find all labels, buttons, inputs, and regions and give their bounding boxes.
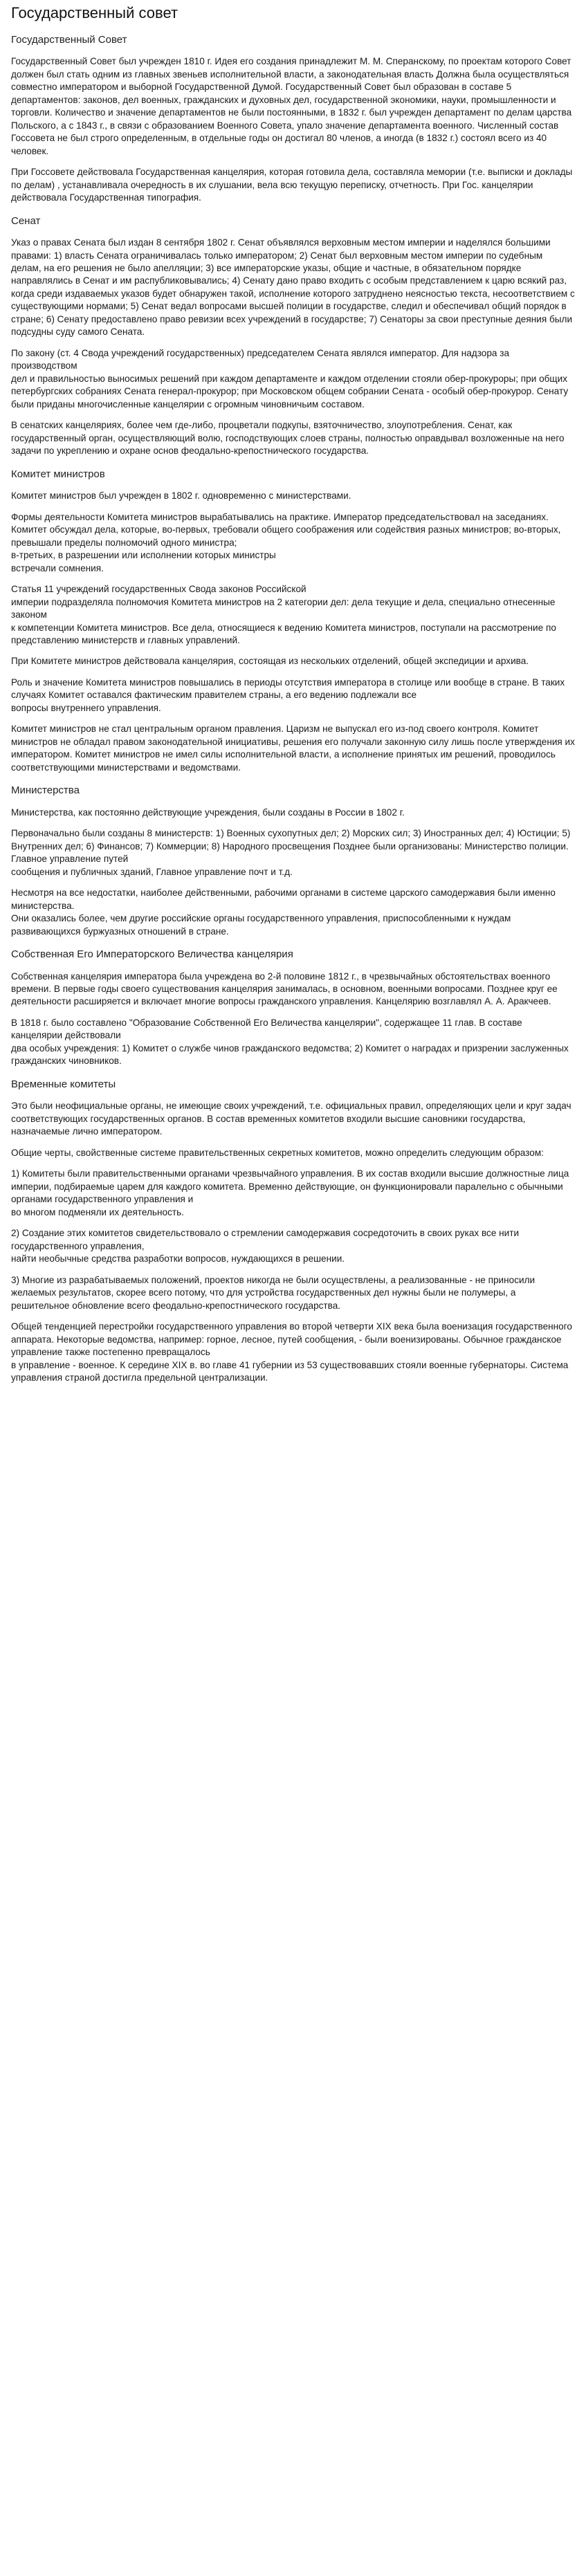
paragraph: Министерства, как постоянно действующие учреждения, были созданы в России в 1802 г. bbox=[11, 807, 405, 818]
paragraph: Формы деятельности Комитета министров вырабатывались на практике. Император председательствовал на заседаниях. Комитет обсуждал дела, которые, во-первых, требовали общего соображения или содействия разных министров; во-вторых, превышали пределы полномочий одного министра; в-третьих, в разрешении или исполнении которых министры встречали сомнения. bbox=[11, 511, 561, 573]
paragraph: Роль и значение Комитета министров повышались в периоды отсутствия императора в столице или вообще в стране. В таких случаях Комитет оставался фактическим правителем страны, а его ведению подлежали все вопросы внутреннего управления. bbox=[11, 677, 565, 713]
paragraph: По закону (ст. 4 Свода учреждений государственных) председателем Сената являлся император. Для надзора за производством дел и правильностью выносимых решений при каждом департаменте и каждом отделении стояли обер-прокуроры; при общих петербургских собраниях Сената генерал-прокурор; при Московском общем собрании Сената - особый обер-прокурор. Сенату были приданы многочисленные канцелярии с огромным чиновничьим составом. bbox=[11, 347, 569, 410]
paragraph: Собственная канцелярия императора была учреждена во 2-й половине 1812 г., в чрезвычайных обстоятельствах военного времени. В первые годы своего существования канцелярия занималась, в основном, военными вопросами. Позднее круг ее деятельности расширяется и включает многие вопросы гражданского управления. Канцелярию возглавлял А. А. Аракчеев. bbox=[11, 970, 558, 1007]
page-title: Государственный совет bbox=[11, 4, 178, 21]
paragraph: Комитет министров был учрежден в 1802 г. одновременно с министерствами. bbox=[11, 490, 351, 502]
section-heading-imperial-chancellery: Собственная Его Императорского Величества канцелярия bbox=[11, 948, 293, 961]
section-heading-senate: Сенат bbox=[11, 214, 41, 227]
paragraph: Это были неофициальные органы, не имеющие своих учреждений, т.е. официальных правил, определяющих цели и круг задач соответствующих государственных органов. В состав временных комитетов входили высшие сановники государства, назначаемые лично императором. bbox=[11, 1101, 571, 1137]
paragraph: Первоначально были созданы 8 министерств: 1) Военных сухопутных дел; 2) Морских сил; 3) Иностранных дел; 4) Юстиции; 5) Внутренних дел; 6) Финансов; 7) Коммерции; 8) Народного просвещения Позднее были организованы: Министерство полиции. Главное управление путей сообщения и публичных зданий, Главное управление почт и т.д. bbox=[11, 828, 571, 877]
list-item: 3) Многие из разрабатываемых положений, проектов никогда не были осуществлены, а реализованные - не приносили желаемых результатов, скорее всего потому, что для устройства государственных дел нужны были не полумеры, а решительное обновление всего феодально-крепостнического государства. bbox=[11, 1274, 535, 1311]
list-item: 1) Комитеты были правительственными органами чрезвычайного управления. В их состав входили высшие должностные лица империи, подбираемые царем для каждого комитета. Временно действующие, он функционировали паралельно с обычными органами государственного управления и во многом подменяли их деятельность. bbox=[11, 1168, 569, 1217]
paragraph: При Комитете министров действовала канцелярия, состоящая из нескольких отделений, общей экспедиции и архива. bbox=[11, 656, 529, 667]
paragraph: В сенатских канцеляриях, более чем где-либо, процветали подкупы, взяточничество, злоупотребления. Сенат, как государственный орган, осуществляющий волю, господствующих слоев страны, полностью оправдывал возложенные на него задачи по укреплению и охране основ феодально-крепостнического государства. bbox=[11, 420, 565, 457]
paragraph: Общие черты, свойственные системе правительственных секретных комитетов, можно определить следующим образом: bbox=[11, 1147, 544, 1158]
paragraph: Статья 11 учреждений государственных Свода законов Российской империи подразделяла полномочия Комитета министров на 2 категории дел: дела текущие и дела, специально отнесенные законом к компетенции Комитета министров. Все дела, относящиеся к ведению Комитета министров, поступали на рассмотрение по представлению министерств и главных управлений. bbox=[11, 584, 556, 645]
section-heading-state-council: Государственный Совет bbox=[11, 33, 127, 46]
paragraph: При Госсовете действовала Государственная канцелярия, которая готовила дела, составляла мемории (т.е. выписки и доклады по делам) , устанавливала очередность в их слушании, вела всю текущую переписку, отчетность. При Гос. канцелярии действовала Государственная типография. bbox=[11, 167, 573, 203]
paragraph: Комитет министров не стал центральным органом правления. Царизм не выпускал его из-под своего контроля. Комитет министров не обладал правом законодательной инициативы, решения его получали законную силу лишь после утверждения их императором. Комитет министров не имел силы исполнительной власти, а исполнение принятых им решений, проводилось соответствующими министерствами и ведомствами. bbox=[11, 724, 575, 773]
section-heading-committee-of-ministers: Комитет министров bbox=[11, 468, 105, 480]
section-heading-ministries: Министерства bbox=[11, 784, 80, 797]
list-item: 2) Создание этих комитетов свидетельствовало о стремлении самодержавия сосредоточить в своих руках все нити государственного управления, найти необычные средства разработки вопросов, нуждающихся в решении. bbox=[11, 1228, 520, 1264]
paragraph: Несмотря на все недостатки, наиболее действенными, рабочими органами в системе царского самодержавия были именно министерства. Они оказались более, чем другие российские органы государственного управления, приспособленными к нуждам развивающихся буржуазных отношений в стране. bbox=[11, 887, 556, 937]
paragraph: Общей тенденцией перестройки государственного управления во второй четверти XIX века была военизация государственного аппарата. Некоторые ведомства, например: горное, лесное, путей сообщения, - были военизированы. Обычное гражданское управление также постепенно превращалось в управление - военное. К середине XIX в. во главе 41 губернии из 53 существовавших стояли военные губернаторы. Система управления страной достигла предельной централизации. bbox=[11, 1321, 572, 1383]
section-heading-temporary-committees: Временные комитеты bbox=[11, 1078, 116, 1090]
paragraph: В 1818 г. было составлено "Образование Собственной Его Величества канцелярии", содержащее 11 глав. В составе канцелярии действовали два особых учреждения: 1) Комитет о службе чинов гражданского ведомства; 2) Комитет о наградах и призрении заслуженных гражданских чиновников. bbox=[11, 1017, 569, 1067]
paragraph: Государственный Совет был учрежден 1810 г. Идея его создания принадлежит М. М. Сперанскому, по проектам которого Совет должен был стать одним из главных звеньев исполнительной власти, а законодательная власть Должна была осуществляться совместно императором и выборной Государственной Думой. Государственный Совет был образован в составе 5 департаментов: законов, дел военных, гражданских и духовных дел, государственной экономики, науки, промышленности и торговли. Количество и значение департаментов не были постоянными, в 1832 г. был учрежден департамент по делам царства Польского, а с 1843 г., в связи с образованием Военного Совета, упало значение департамента военного. Численный состав Госсовета не был строго определенным, в отдельные годы он достигал 80 членов, а иногда (в 1832 г.) состоял всего из 40 человек. bbox=[11, 56, 572, 156]
paragraph: Указ о правах Сената был издан 8 сентября 1802 г. Сенат объявлялся верховным местом империи и наделялся большими правами: 1) власть Сената ограничивалась только императором; 2) Сенат был верховным местом империи по судебным делам, на его решения не было апелляции; 3) все императорские указы, общие и частные, в обязательном порядке направлялись в Сенат и им распубликовывались; 4) Сенату дано право входить с особым представлением к царю всякий раз, когда среди издаваемых указов будет обнаружен такой, исполнение которого затруднено неясностью текста, несоответствием с существующими нормами; 5) Сенат ведал вопросами высшей полиции в государстве, следил и обеспечивал общий порядок в стране; 6) Сенату предоставлено право ревизии всех учреждений в государстве; 7) Сенаторы за свои преступные деяния были подсудны суду самого Сената. bbox=[11, 237, 575, 338]
